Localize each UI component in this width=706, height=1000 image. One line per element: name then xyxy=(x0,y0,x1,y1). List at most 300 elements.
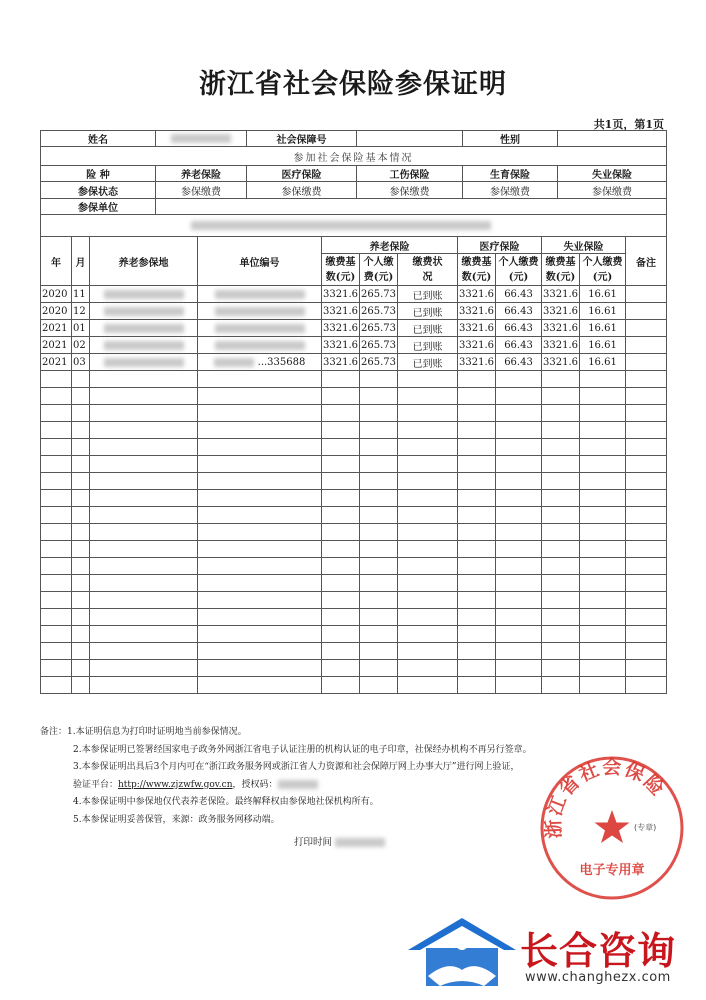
empty-cell xyxy=(496,524,542,541)
empty-cell xyxy=(398,490,458,507)
empty-row xyxy=(41,575,667,592)
empty-cell xyxy=(580,677,626,694)
empty-cell xyxy=(626,626,667,643)
empty-cell xyxy=(322,456,360,473)
empty-cell xyxy=(542,575,580,592)
insurance-type-label: 险 种 xyxy=(41,166,156,182)
empty-cell xyxy=(322,660,360,677)
empty-row xyxy=(41,507,667,524)
cell-remarks xyxy=(626,337,667,354)
empty-cell xyxy=(90,388,198,405)
empty-cell xyxy=(626,422,667,439)
empty-cell xyxy=(626,677,667,694)
empty-cell xyxy=(198,643,322,660)
empty-cell xyxy=(626,388,667,405)
empty-cell xyxy=(542,473,580,490)
empty-cell xyxy=(322,558,360,575)
cell-pension-status: 已到账 xyxy=(398,320,458,337)
cell-remarks xyxy=(626,286,667,303)
print-time-label: 打印时间 xyxy=(294,837,333,848)
empty-cell xyxy=(90,626,198,643)
empty-cell xyxy=(496,439,542,456)
empty-cell xyxy=(198,575,322,592)
empty-cell xyxy=(580,558,626,575)
cell-unemp-base: 3321.6 xyxy=(542,286,580,303)
status-injury: 参保缴费 xyxy=(357,182,463,199)
cell-pension-location xyxy=(90,303,198,320)
empty-cell xyxy=(626,524,667,541)
col-medical-personal: 个人缴费(元) xyxy=(496,254,542,286)
empty-cell xyxy=(41,575,72,592)
empty-cell xyxy=(90,439,198,456)
empty-cell xyxy=(360,575,398,592)
empty-cell xyxy=(322,439,360,456)
empty-cell xyxy=(496,626,542,643)
empty-cell xyxy=(90,507,198,524)
empty-cell xyxy=(398,439,458,456)
empty-cell xyxy=(458,643,496,660)
unit-value xyxy=(156,199,667,215)
empty-cell xyxy=(198,592,322,609)
cell-unemp-base: 3321.6 xyxy=(542,303,580,320)
empty-cell xyxy=(580,371,626,388)
empty-cell xyxy=(360,626,398,643)
empty-cell xyxy=(41,371,72,388)
empty-cell xyxy=(496,592,542,609)
empty-cell xyxy=(72,609,90,626)
empty-cell xyxy=(542,643,580,660)
empty-cell xyxy=(198,439,322,456)
empty-cell xyxy=(580,660,626,677)
redacted-row xyxy=(41,215,667,237)
cell-medical-personal: 66.43 xyxy=(496,286,542,303)
svg-text:(专章): (专章) xyxy=(634,823,657,832)
empty-cell xyxy=(458,558,496,575)
empty-cell xyxy=(90,541,198,558)
cell-pension-personal: 265.73 xyxy=(360,286,398,303)
empty-cell xyxy=(198,626,322,643)
empty-cell xyxy=(398,473,458,490)
cell-unemp-personal: 16.61 xyxy=(580,320,626,337)
note-5: 5.本参保证明妥善保管，来源：政务服务网移动端。 xyxy=(73,814,280,825)
empty-cell xyxy=(322,524,360,541)
empty-cell xyxy=(72,422,90,439)
empty-cell xyxy=(626,456,667,473)
table-row xyxy=(41,354,667,371)
cell-pension-personal: 265.73 xyxy=(360,337,398,354)
name-label: 姓名 xyxy=(41,131,156,147)
empty-cell xyxy=(72,592,90,609)
empty-cell xyxy=(41,592,72,609)
empty-cell xyxy=(496,507,542,524)
empty-cell xyxy=(360,660,398,677)
col-year: 年 xyxy=(41,237,72,286)
empty-cell xyxy=(72,626,90,643)
empty-cell xyxy=(542,507,580,524)
empty-cell xyxy=(542,422,580,439)
empty-cell xyxy=(41,507,72,524)
empty-cell xyxy=(198,456,322,473)
empty-cell xyxy=(398,592,458,609)
cell-year: 2021 xyxy=(41,337,72,354)
empty-row xyxy=(41,677,667,694)
ss-no-label: 社会保障号 xyxy=(247,131,357,147)
empty-cell xyxy=(458,405,496,422)
empty-cell xyxy=(360,507,398,524)
empty-cell xyxy=(41,456,72,473)
cell-unemp-base: 3321.6 xyxy=(542,354,580,371)
empty-cell xyxy=(580,405,626,422)
empty-cell xyxy=(360,405,398,422)
verify-platform-label: 验证平台： xyxy=(73,779,119,790)
empty-cell xyxy=(580,456,626,473)
empty-row xyxy=(41,660,667,677)
table-row xyxy=(41,286,667,303)
basic-info-table xyxy=(40,130,667,237)
empty-cell xyxy=(198,524,322,541)
empty-cell xyxy=(90,592,198,609)
empty-cell xyxy=(72,371,90,388)
empty-cell xyxy=(198,422,322,439)
empty-cell xyxy=(41,677,72,694)
empty-cell xyxy=(580,490,626,507)
empty-cell xyxy=(398,371,458,388)
notes xyxy=(40,724,532,829)
empty-cell xyxy=(626,490,667,507)
empty-row xyxy=(41,439,667,456)
section-caption: 参加社会保险基本情况 xyxy=(41,147,667,166)
empty-cell xyxy=(398,677,458,694)
empty-cell xyxy=(360,388,398,405)
col-pension-personal: 个人缴费(元) xyxy=(360,254,398,286)
empty-cell xyxy=(398,626,458,643)
empty-cell xyxy=(398,524,458,541)
empty-cell xyxy=(580,626,626,643)
contribution-detail-table xyxy=(40,236,667,694)
status-maternity: 参保缴费 xyxy=(463,182,558,199)
empty-cell xyxy=(496,558,542,575)
empty-cell xyxy=(198,473,322,490)
empty-cell xyxy=(360,422,398,439)
empty-cell xyxy=(626,592,667,609)
empty-cell xyxy=(72,524,90,541)
col-unit-code: 单位编号 xyxy=(198,237,322,286)
empty-cell xyxy=(90,643,198,660)
empty-cell xyxy=(198,405,322,422)
empty-cell xyxy=(90,524,198,541)
empty-cell xyxy=(496,575,542,592)
empty-cell xyxy=(41,643,72,660)
cell-medical-base: 3321.6 xyxy=(458,354,496,371)
cell-year: 2020 xyxy=(41,303,72,320)
cell-pension-status: 已到账 xyxy=(398,286,458,303)
empty-cell xyxy=(90,422,198,439)
empty-cell xyxy=(360,490,398,507)
empty-cell xyxy=(90,609,198,626)
empty-cell xyxy=(458,677,496,694)
cell-remarks xyxy=(626,354,667,371)
empty-row xyxy=(41,609,667,626)
empty-cell xyxy=(458,541,496,558)
empty-cell xyxy=(542,677,580,694)
empty-row xyxy=(41,388,667,405)
cell-year: 2021 xyxy=(41,354,72,371)
empty-cell xyxy=(90,371,198,388)
empty-cell xyxy=(626,405,667,422)
brand-url: www.changhezx.com xyxy=(525,970,671,985)
cell-month: 03 xyxy=(72,354,90,371)
official-seal xyxy=(538,754,686,902)
empty-cell xyxy=(90,575,198,592)
type-medical: 医疗保险 xyxy=(247,166,357,182)
empty-cell xyxy=(398,422,458,439)
empty-cell xyxy=(626,541,667,558)
empty-cell xyxy=(90,405,198,422)
status-label: 参保状态 xyxy=(41,182,156,199)
empty-cell xyxy=(360,592,398,609)
cell-year: 2020 xyxy=(41,286,72,303)
cell-pension-location xyxy=(90,354,198,371)
empty-cell xyxy=(580,643,626,660)
empty-cell xyxy=(41,388,72,405)
ss-no-value xyxy=(357,131,463,147)
empty-cell xyxy=(41,524,72,541)
status-unemployment: 参保缴费 xyxy=(558,182,667,199)
empty-cell xyxy=(542,371,580,388)
note-2: 2.本参保证明已签署经国家电子政务外网浙江省电子认证注册的机构认证的电子印章，社保经办机构不再另行签章。 xyxy=(73,744,532,755)
cell-medical-personal: 66.43 xyxy=(496,320,542,337)
empty-cell xyxy=(72,575,90,592)
empty-cell xyxy=(72,677,90,694)
empty-cell xyxy=(458,439,496,456)
empty-cell xyxy=(41,660,72,677)
col-unemployment: 失业保险 xyxy=(542,237,626,254)
empty-cell xyxy=(72,558,90,575)
empty-cell xyxy=(580,439,626,456)
cell-month: 01 xyxy=(72,320,90,337)
empty-cell xyxy=(458,626,496,643)
empty-cell xyxy=(72,439,90,456)
empty-cell xyxy=(398,609,458,626)
gender-value xyxy=(558,131,667,147)
empty-cell xyxy=(398,388,458,405)
empty-row xyxy=(41,405,667,422)
empty-cell xyxy=(496,371,542,388)
svg-text:浙江省社会保险: 浙江省社会保险 xyxy=(542,756,670,839)
gender-label: 性别 xyxy=(463,131,558,147)
empty-cell xyxy=(542,456,580,473)
empty-cell xyxy=(626,643,667,660)
empty-cell xyxy=(398,507,458,524)
cell-unemp-personal: 16.61 xyxy=(580,286,626,303)
empty-cell xyxy=(322,592,360,609)
cell-pension-status: 已到账 xyxy=(398,303,458,320)
empty-cell xyxy=(90,473,198,490)
cell-pension-location xyxy=(90,320,198,337)
empty-cell xyxy=(360,371,398,388)
empty-cell xyxy=(496,388,542,405)
status-medical: 参保缴费 xyxy=(247,182,357,199)
type-pension: 养老保险 xyxy=(156,166,247,182)
empty-cell xyxy=(41,609,72,626)
empty-row xyxy=(41,558,667,575)
empty-cell xyxy=(322,575,360,592)
cell-unit-code xyxy=(198,303,322,320)
cell-medical-base: 3321.6 xyxy=(458,286,496,303)
empty-cell xyxy=(322,507,360,524)
empty-cell xyxy=(322,490,360,507)
empty-cell xyxy=(458,456,496,473)
cell-pension-personal: 265.73 xyxy=(360,303,398,320)
empty-cell xyxy=(496,660,542,677)
empty-cell xyxy=(580,507,626,524)
empty-row xyxy=(41,456,667,473)
empty-cell xyxy=(322,626,360,643)
empty-row xyxy=(41,524,667,541)
cell-unemp-personal: 16.61 xyxy=(580,303,626,320)
empty-cell xyxy=(458,388,496,405)
col-pension-status: 缴费状况 xyxy=(398,254,458,286)
empty-cell xyxy=(398,456,458,473)
empty-cell xyxy=(458,660,496,677)
empty-cell xyxy=(322,371,360,388)
empty-cell xyxy=(626,609,667,626)
empty-cell xyxy=(458,507,496,524)
empty-row xyxy=(41,592,667,609)
empty-cell xyxy=(41,439,72,456)
col-pension-location: 养老参保地 xyxy=(90,237,198,286)
cell-medical-personal: 66.43 xyxy=(496,337,542,354)
type-maternity: 生育保险 xyxy=(463,166,558,182)
empty-cell xyxy=(542,541,580,558)
house-handshake-icon xyxy=(408,918,516,986)
empty-cell xyxy=(360,558,398,575)
empty-cell xyxy=(72,660,90,677)
empty-cell xyxy=(360,541,398,558)
cell-medical-base: 3321.6 xyxy=(458,337,496,354)
brand-name: 长合咨询 xyxy=(520,929,677,973)
cell-medical-base: 3321.6 xyxy=(458,320,496,337)
unit-code-tail: ...335688 xyxy=(257,356,306,368)
col-medical: 医疗保险 xyxy=(458,237,542,254)
empty-cell xyxy=(626,575,667,592)
empty-row xyxy=(41,371,667,388)
empty-cell xyxy=(458,575,496,592)
empty-cell xyxy=(496,490,542,507)
document-title: 浙江省社会保险参保证明 xyxy=(199,69,507,100)
name-value xyxy=(156,131,247,147)
empty-cell xyxy=(626,371,667,388)
cell-month: 12 xyxy=(72,303,90,320)
empty-cell xyxy=(41,473,72,490)
cell-unemp-personal: 16.61 xyxy=(580,354,626,371)
empty-cell xyxy=(580,541,626,558)
cell-pension-location xyxy=(90,337,198,354)
empty-row xyxy=(41,473,667,490)
empty-cell xyxy=(542,439,580,456)
cell-unit-code xyxy=(198,354,322,371)
cell-pension-base: 3321.6 xyxy=(322,354,360,371)
cell-unemp-base: 3321.6 xyxy=(542,320,580,337)
svg-text:电子专用章: 电子专用章 xyxy=(579,863,645,878)
empty-cell xyxy=(542,490,580,507)
empty-cell xyxy=(496,541,542,558)
status-pension: 参保缴费 xyxy=(156,182,247,199)
empty-cell xyxy=(542,388,580,405)
star-icon xyxy=(595,810,630,843)
cell-remarks xyxy=(626,303,667,320)
empty-cell xyxy=(542,626,580,643)
verify-platform-link[interactable]: http://www.zjzwfw.gov.cn xyxy=(118,779,233,790)
cell-month: 02 xyxy=(72,337,90,354)
empty-row xyxy=(41,541,667,558)
empty-cell xyxy=(580,575,626,592)
cell-unemp-personal: 16.61 xyxy=(580,337,626,354)
empty-cell xyxy=(496,422,542,439)
empty-cell xyxy=(72,541,90,558)
cell-pension-base: 3321.6 xyxy=(322,337,360,354)
note-3: 3.本参保证明出具后3个月内可在“浙江政务服务网或浙江省人力资源和社会保障厅网上办事大厅”进行网上验证， xyxy=(73,762,520,772)
empty-cell xyxy=(198,541,322,558)
cell-pension-base: 3321.6 xyxy=(322,303,360,320)
empty-cell xyxy=(398,541,458,558)
empty-cell xyxy=(496,677,542,694)
empty-cell xyxy=(626,473,667,490)
empty-cell xyxy=(322,405,360,422)
cell-medical-personal: 66.43 xyxy=(496,303,542,320)
empty-cell xyxy=(580,524,626,541)
empty-cell xyxy=(542,660,580,677)
type-unemployment: 失业保险 xyxy=(558,166,667,182)
empty-cell xyxy=(41,558,72,575)
cell-pension-location xyxy=(90,286,198,303)
cell-remarks xyxy=(626,320,667,337)
empty-cell xyxy=(458,473,496,490)
empty-cell xyxy=(458,592,496,609)
empty-cell xyxy=(41,490,72,507)
empty-cell xyxy=(542,524,580,541)
cell-pension-base: 3321.6 xyxy=(322,320,360,337)
empty-cell xyxy=(198,677,322,694)
note-3b xyxy=(40,777,532,795)
empty-cell xyxy=(398,660,458,677)
table-row xyxy=(41,303,667,320)
empty-cell xyxy=(322,388,360,405)
cell-pension-personal: 265.73 xyxy=(360,320,398,337)
cell-pension-status: 已到账 xyxy=(398,354,458,371)
empty-cell xyxy=(360,524,398,541)
empty-cell xyxy=(580,609,626,626)
empty-cell xyxy=(458,524,496,541)
cell-unemp-base: 3321.6 xyxy=(542,337,580,354)
empty-cell xyxy=(90,558,198,575)
empty-cell xyxy=(580,388,626,405)
empty-cell xyxy=(496,456,542,473)
empty-cell xyxy=(360,473,398,490)
empty-cell xyxy=(398,575,458,592)
type-injury: 工伤保险 xyxy=(357,166,463,182)
empty-cell xyxy=(496,405,542,422)
empty-row xyxy=(41,422,667,439)
empty-cell xyxy=(41,422,72,439)
table-row xyxy=(41,337,667,354)
table-row xyxy=(41,320,667,337)
auth-code-label: ，授权码： xyxy=(232,779,278,790)
cell-pension-personal: 265.73 xyxy=(360,354,398,371)
empty-row xyxy=(41,490,667,507)
page-info: 共1页，第1页 xyxy=(593,118,664,131)
empty-cell xyxy=(580,422,626,439)
